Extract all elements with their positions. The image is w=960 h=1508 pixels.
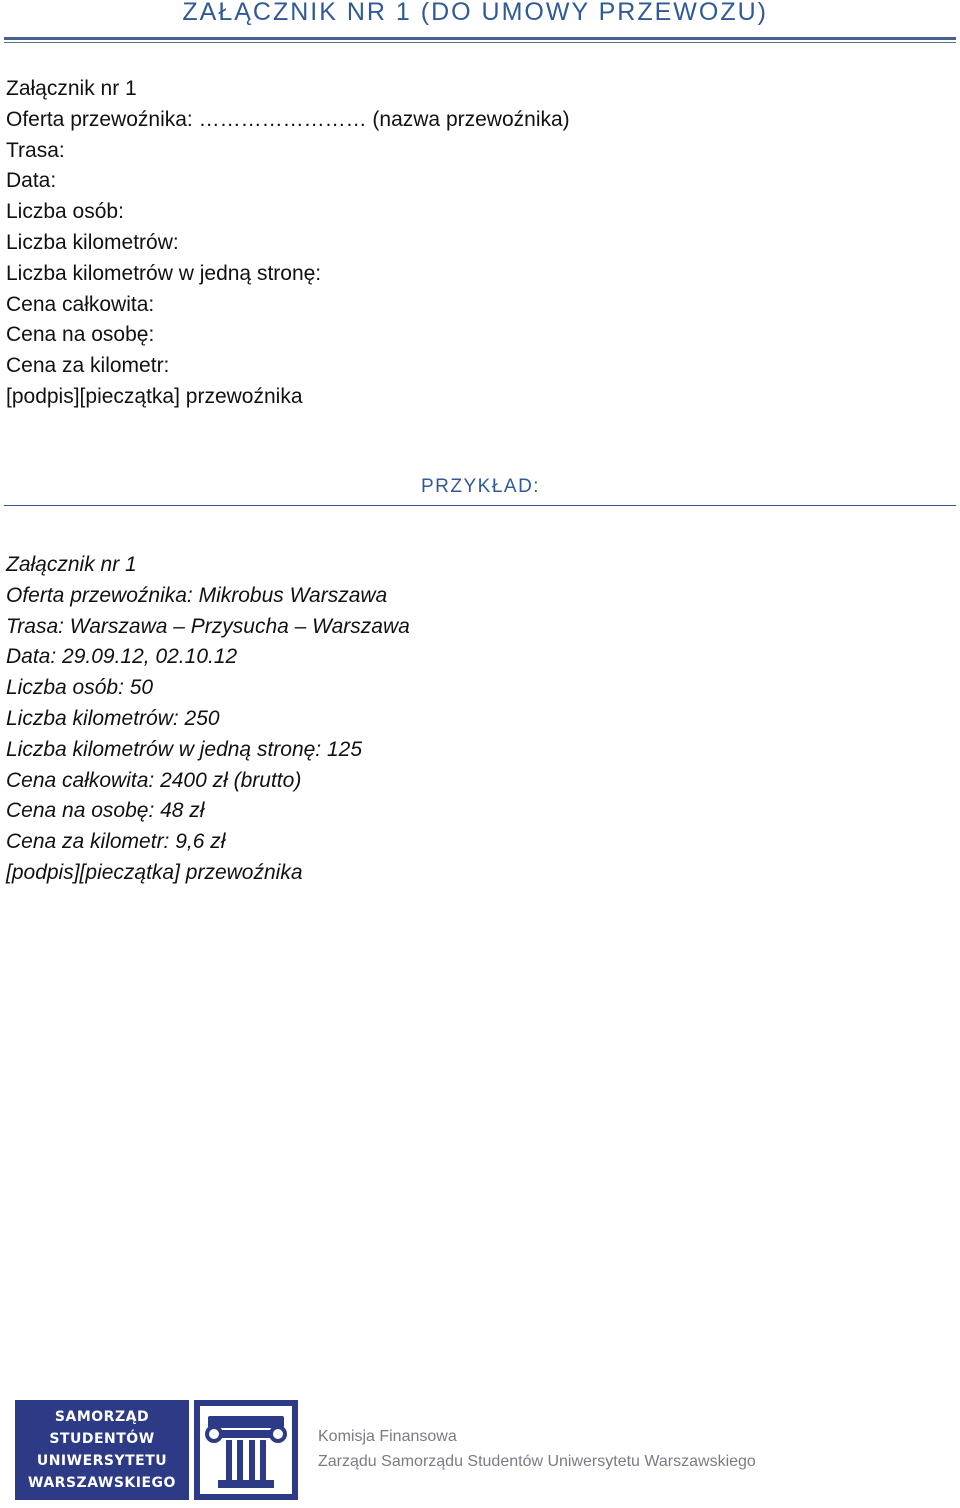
example-line: [podpis][pieczątka] przewoźnika <box>6 860 303 884</box>
example-line: Oferta przewoźnika: Mikrobus Warszawa <box>6 583 388 607</box>
template-line: Liczba osób: <box>6 200 124 224</box>
example-line: Załącznik nr 1 <box>6 553 137 576</box>
template-line: Liczba kilometrów w jedną stronę: <box>6 261 322 285</box>
template-line: Liczba kilometrów: <box>6 230 179 254</box>
example-line: Liczba osób: 50 <box>6 676 154 700</box>
logo-text-line: UNIWERSYTETU <box>36 1453 168 1469</box>
footer <box>0 1398 960 1502</box>
logo-text-line: WARSZAWSKIEGO <box>28 1475 176 1491</box>
template-line: [podpis][pieczątka] przewoźnika <box>6 384 303 408</box>
footer-committee-name: Komisja Finansowa <box>318 1428 457 1445</box>
example-line: Cena za kilometr: 9,6 zł <box>6 830 226 854</box>
template-line: Cena na osobę: <box>6 323 155 347</box>
example-heading: PRZYKŁAD: <box>421 476 541 497</box>
template-section <box>6 74 570 413</box>
template-line: Trasa: <box>6 138 65 162</box>
template-line: Data: <box>6 169 57 193</box>
example-section <box>6 550 410 889</box>
footer-organization-name: Zarządu Samorządu Studentów Uniwersytetu Warszawskiego <box>318 1453 756 1470</box>
example-line: Liczba kilometrów: 250 <box>6 706 220 730</box>
title-divider <box>4 37 956 43</box>
template-line: Załącznik nr 1 <box>6 77 137 100</box>
example-line: Cena na osobę: 48 zł <box>6 799 205 823</box>
example-line: Cena całkowita: 2400 zł (brutto) <box>6 768 302 792</box>
example-line: Trasa: Warszawa – Przysucha – Warszawa <box>6 614 410 638</box>
university-logo <box>194 1400 298 1500</box>
logo-text-line: STUDENTÓW <box>49 1431 155 1447</box>
university-column-emblem-icon <box>194 1400 298 1500</box>
document-title: ZAŁĄCZNIK NR 1 (DO UMOWY PRZEWOZU) <box>182 0 768 26</box>
template-line: Cena całkowita: <box>6 292 155 316</box>
example-divider <box>4 505 956 506</box>
template-line: Cena za kilometr: <box>6 354 170 378</box>
logo-text-line: SAMORZĄD <box>54 1409 150 1425</box>
example-line: Liczba kilometrów w jedną stronę: 125 <box>6 737 363 761</box>
student-government-logo <box>15 1400 189 1500</box>
template-line: Oferta przewoźnika: …………………… (nazwa przewoźnika) <box>6 107 570 131</box>
example-line: Data: 29.09.12, 02.10.12 <box>6 645 238 669</box>
